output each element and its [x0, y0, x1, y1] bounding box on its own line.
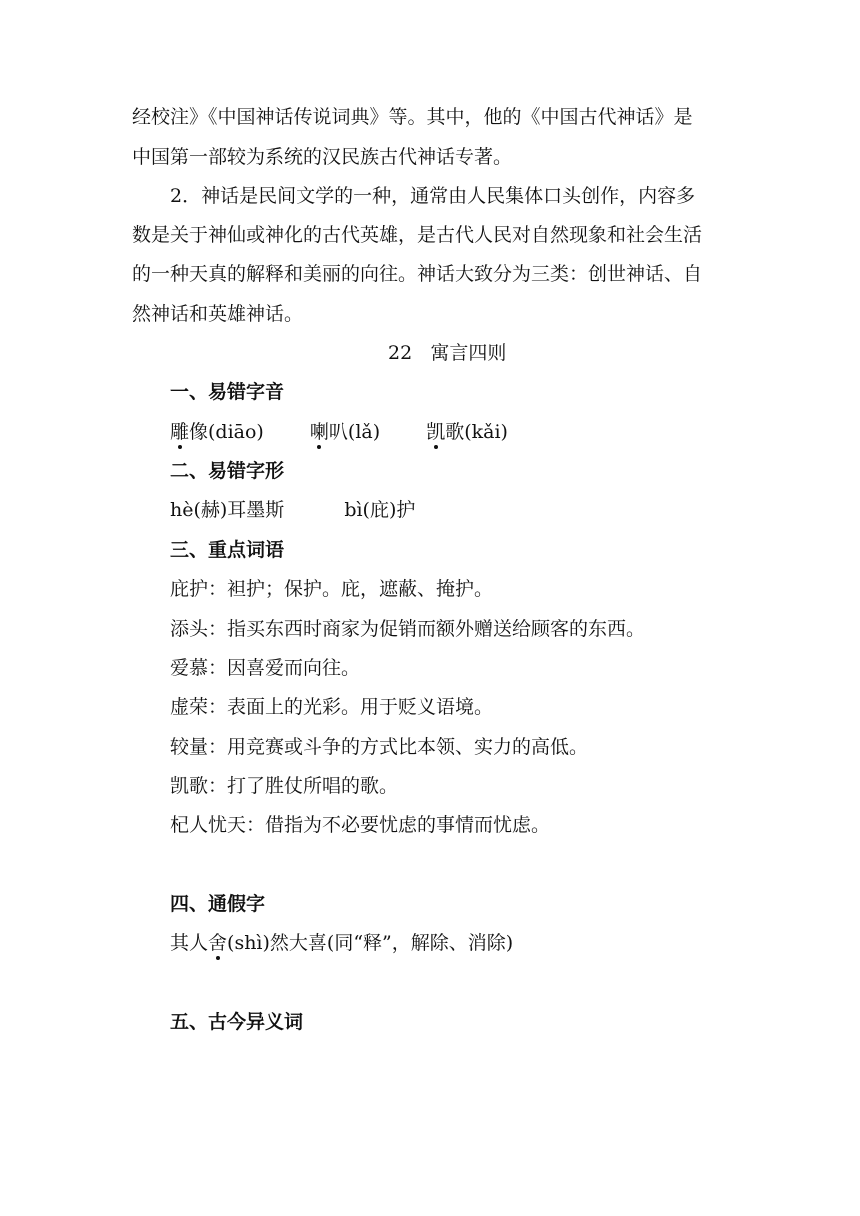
note-2-line-3: 的一种天真的解释和美丽的向往。神话大致分为三类：创世神话、自 — [132, 263, 703, 285]
emphasis-dotted-char: 喇 — [309, 421, 329, 443]
pronunciation-item: 凯歌(kǎi) — [426, 421, 508, 443]
glyph-form-item: hè(赫)耳墨斯 — [170, 499, 285, 521]
section-heading-3: 三、重点词语 — [170, 539, 285, 561]
emphasis-dotted-char: 舍 — [208, 932, 228, 954]
lesson-name: 寓言四则 — [430, 342, 507, 364]
note-2-line-4: 然神话和英雄神话。 — [132, 303, 304, 325]
lesson-title — [388, 341, 506, 365]
pronunciation-item: 雕像(diāo) — [170, 421, 264, 443]
intro-line-2: 中国第一部较为系统的汉民族古代神话专著。 — [132, 146, 513, 168]
section-heading-2: 二、易错字形 — [170, 460, 285, 482]
glyph-form-item: bì(庇)护 — [344, 499, 416, 521]
intro-line-1: 经校注》《中国神话传说词典》等。其中，他的《中国古代神话》是 — [132, 106, 693, 128]
term-definition: 添头：指买东西时商家为促销而额外赠送给顾客的东西。 — [170, 618, 646, 640]
note-2-line-1: 2．神话是民间文学的一种，通常由人民集体口头创作，内容多 — [170, 185, 696, 207]
term-definition: 虚荣：表面上的光彩。用于贬义语境。 — [170, 696, 494, 718]
term-definition: 凯歌：打了胜仗所唱的歌。 — [170, 775, 399, 797]
pronunciation-list — [170, 420, 508, 444]
note-2-line-2: 数是关于神仙或神化的古代英雄，是古代人民对自然现象和社会生活 — [132, 224, 703, 246]
glyph-form-list — [170, 498, 415, 522]
term-definition: 杞人忧天：借指为不必要忧虑的事情而忧虑。 — [170, 814, 551, 836]
lesson-number: 22 — [388, 342, 413, 364]
pronunciation-item: 喇叭(lǎ) — [309, 421, 381, 443]
term-definition: 爱慕：因喜爱而向往。 — [170, 657, 361, 679]
term-definition: 庇护：袒护；保护。庇，遮蔽、掩护。 — [170, 578, 494, 600]
emphasis-dotted-char: 雕 — [170, 421, 190, 443]
section-heading-1: 一、易错字音 — [170, 381, 285, 403]
section-heading-5: 五、古今异义词 — [170, 1011, 304, 1033]
emphasis-dotted-char: 凯 — [426, 421, 446, 443]
interchangeable-char-example: 其人舍(shì)然大喜(同“释”，解除、消除) — [170, 932, 514, 954]
section-heading-4: 四、通假字 — [170, 893, 266, 915]
term-definition: 较量：用竞赛或斗争的方式比本领、实力的高低。 — [170, 736, 589, 758]
